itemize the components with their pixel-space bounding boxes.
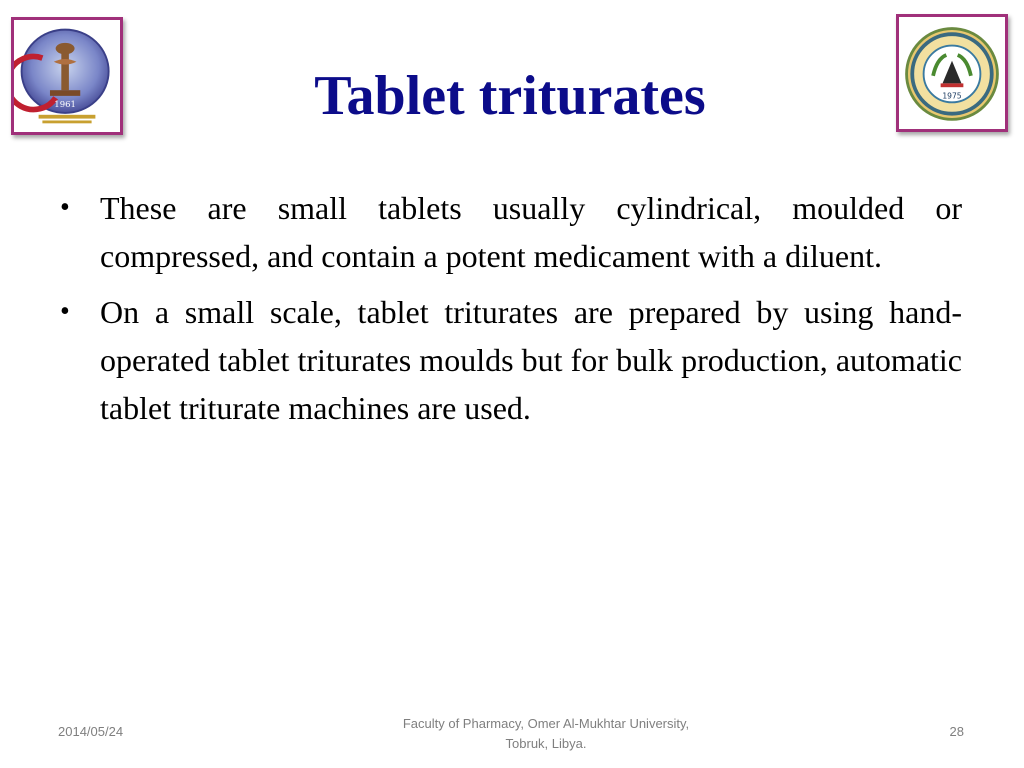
footer-institution [346,714,746,754]
bullet-icon: • [60,296,70,327]
logo-year-right: 1975 [942,91,962,101]
slide-title: Tablet triturates [314,65,706,127]
bullet-icon: • [60,192,70,223]
university-logo [896,14,1008,132]
logo-year-left: 1961 [54,100,76,111]
bullet-text: These are small tablets usually cylindrical, moulded or compressed, and contain a potent medicament with a diluent. [100,190,962,274]
bullet-list [60,184,962,440]
bullet-item [60,184,962,280]
bullet-text: On a small scale, tablet triturates are prepared by using hand-operated tablet triturates moulds but for bulk production, automatic tablet triturate machines are used. [100,294,962,426]
university-seal-icon [899,17,1005,129]
page-number: 28 [949,724,964,739]
faculty-logo [11,17,123,135]
footer-institution-line2: Tobruk, Libya. [505,736,587,751]
footer-institution-line1: Faculty of Pharmacy, Omer Al-Mukhtar University, [402,716,690,731]
footer-date: 2014/05/24 [58,724,124,739]
bullet-item [60,288,962,432]
faculty-emblem-icon [14,20,120,132]
